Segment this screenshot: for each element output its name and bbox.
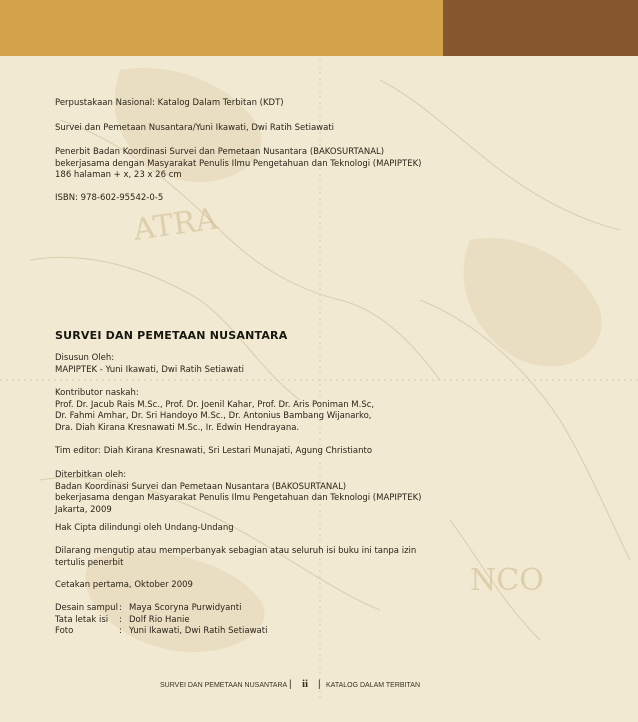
edition-block	[55, 580, 595, 592]
credit-colon: :	[119, 626, 122, 637]
contributors-line: Prof. Dr. Jacub Rais M.Sc., Prof. Dr. Joenil Kahar, Prof. Dr. Aris Poniman M.Sc,	[55, 399, 375, 410]
footer-section-title: KATALOG DALAM TERBITAN	[326, 682, 421, 689]
prohibition-line: tertulis penerbit	[55, 557, 124, 568]
credit-row	[55, 626, 595, 638]
credit-colon: :	[119, 603, 122, 613]
book-title: SURVEI DAN PEMETAAN NUSANTARA	[55, 329, 288, 342]
authors-block	[55, 353, 595, 376]
svg-text:ATRA: ATRA	[131, 201, 220, 248]
authors-value: MAPIPTEK - Yuni Ikawati, Dwi Ratih Setiawati	[55, 364, 244, 375]
edition-text: Cetakan pertama, Oktober 2009	[55, 580, 193, 590]
published-line: Badan Koordinasi Survei dan Pemetaan Nusantara (BAKOSURTANAL)	[55, 481, 347, 492]
credit-row	[55, 603, 595, 615]
kdt-publisher-line: Penerbit Badan Koordinasi Survei dan Pemetaan Nusantara (BAKOSURTANAL)	[55, 147, 385, 157]
footer-separator: |	[318, 679, 321, 690]
editor-block	[55, 446, 595, 458]
header-band-gold	[0, 0, 443, 56]
prohibition-line: Dilarang mengutip atau memperbanyak sebagian atau seluruh isi buku ini tanpa izin	[55, 546, 417, 556]
footer-book-title: SURVEI DAN PEMETAAN NUSANTARA	[160, 682, 288, 689]
contributors-line: Dr. Fahmi Amhar, Dr. Sri Handoyo M.Sc., Dr. Antonius Bambang Wijanarko,	[55, 411, 372, 422]
isbn-text: ISBN: 978-602-95542-0-5	[55, 193, 164, 203]
kdt-author: Survei dan Pemetaan Nusantara/Yuni Ikawati, Dwi Ratih Setiawati	[55, 123, 335, 133]
credit-colon: :	[119, 614, 122, 625]
kdt-title: Perpustakaan Nasional: Katalog Dalam Terbitan (KDT)	[55, 98, 284, 108]
contributors-block	[55, 388, 595, 434]
credits-block	[55, 603, 595, 638]
kdt-author-line	[55, 123, 595, 135]
credit-value: Maya Scoryna Purwidyanti	[129, 603, 242, 613]
credit-value: Dolf Rio Hanie	[129, 614, 190, 625]
publisher-block	[55, 470, 595, 516]
credit-value: Yuni Ikawati, Dwi Ratih Setiawati	[129, 626, 268, 637]
copyright-text: Hak Cipta dilindungi oleh Undang-Undang	[55, 523, 234, 533]
kdt-publisher-line: 186 halaman + x, 23 x 26 cm	[55, 170, 182, 181]
prohibition-block	[55, 546, 595, 569]
page-footer	[0, 679, 638, 693]
credit-row	[55, 615, 595, 627]
published-line: Jakarta, 2009	[55, 504, 112, 515]
copyright-block	[55, 523, 595, 535]
header-band-brown	[443, 0, 638, 56]
editor-text: Tim editor: Diah Kirana Kresnawati, Sri Lestari Munajati, Agung Christianto	[55, 446, 373, 456]
kdt-isbn	[55, 193, 595, 205]
published-label: Diterbitkan oleh:	[55, 470, 127, 480]
authors-label: Disusun Oleh:	[55, 353, 115, 363]
credit-label: Desain sampul	[55, 603, 118, 613]
credit-label: Foto	[55, 626, 74, 637]
published-line: bekerjasama dengan Masyarakat Penulis Ilmu Pengetahuan dan Teknologi (MAPIPTEK)	[55, 493, 422, 504]
contributors-line: Dra. Diah Kirana Kresnawati M.Sc., Ir. Edwin Hendrayana.	[55, 422, 300, 433]
svg-text:NCO: NCO	[470, 563, 544, 598]
kdt-publisher	[55, 147, 595, 182]
credit-label: Tata letak isi	[55, 614, 109, 625]
kdt-heading-line	[55, 98, 595, 110]
kdt-publisher-line: bekerjasama dengan Masyarakat Penulis Ilmu Pengetahuan dan Teknologi (MAPIPTEK)	[55, 158, 422, 169]
footer-separator: |	[289, 679, 292, 690]
contributors-label: Kontributor naskah:	[55, 388, 139, 398]
page-number: ii	[302, 678, 309, 690]
